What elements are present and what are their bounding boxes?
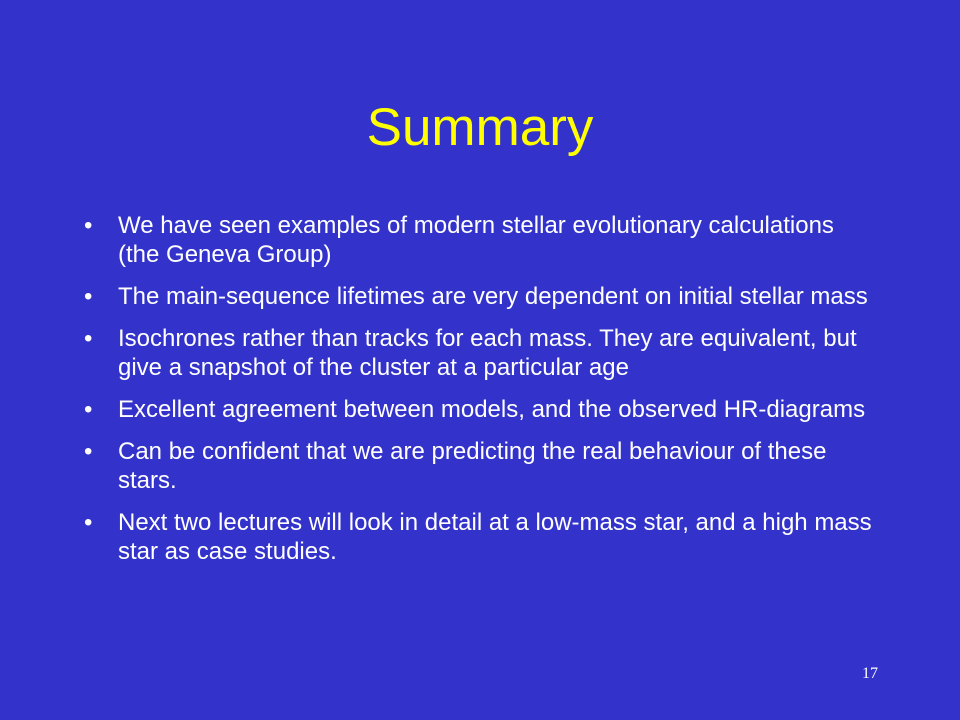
bullet-text: Can be confident that we are predicting the real behaviour of these stars. — [118, 438, 827, 494]
bullet-dot-icon: • — [84, 396, 93, 423]
bullet-text: We have seen examples of modern stellar evolutionary calculations (the Geneva Group) — [118, 212, 834, 268]
bullet-list — [84, 211, 874, 579]
bullet-dot-icon: • — [84, 509, 93, 536]
page-number: 17 — [862, 665, 878, 682]
bullet-item — [84, 508, 874, 566]
bullet-text: Excellent agreement between models, and the observed HR-diagrams — [118, 396, 866, 423]
bullet-dot-icon: • — [84, 438, 93, 465]
bullet-item — [84, 395, 874, 424]
slide-title: Summary — [366, 98, 594, 157]
bullet-text: Next two lectures will look in detail at a low-mass star, and a high mass star as case studies. — [118, 509, 872, 565]
bullet-dot-icon: • — [84, 283, 93, 310]
bullet-dot-icon: • — [84, 325, 93, 352]
bullet-dot-icon: • — [84, 212, 93, 239]
bullet-item — [84, 211, 874, 269]
bullet-item — [84, 437, 874, 495]
bullet-item — [84, 282, 874, 311]
bullet-text: The main-sequence lifetimes are very dependent on initial stellar mass — [118, 283, 868, 310]
bullet-text: Isochrones rather than tracks for each mass. They are equivalent, but give a snapshot of the cluster at a particular age — [118, 325, 857, 381]
bullet-item — [84, 324, 874, 382]
